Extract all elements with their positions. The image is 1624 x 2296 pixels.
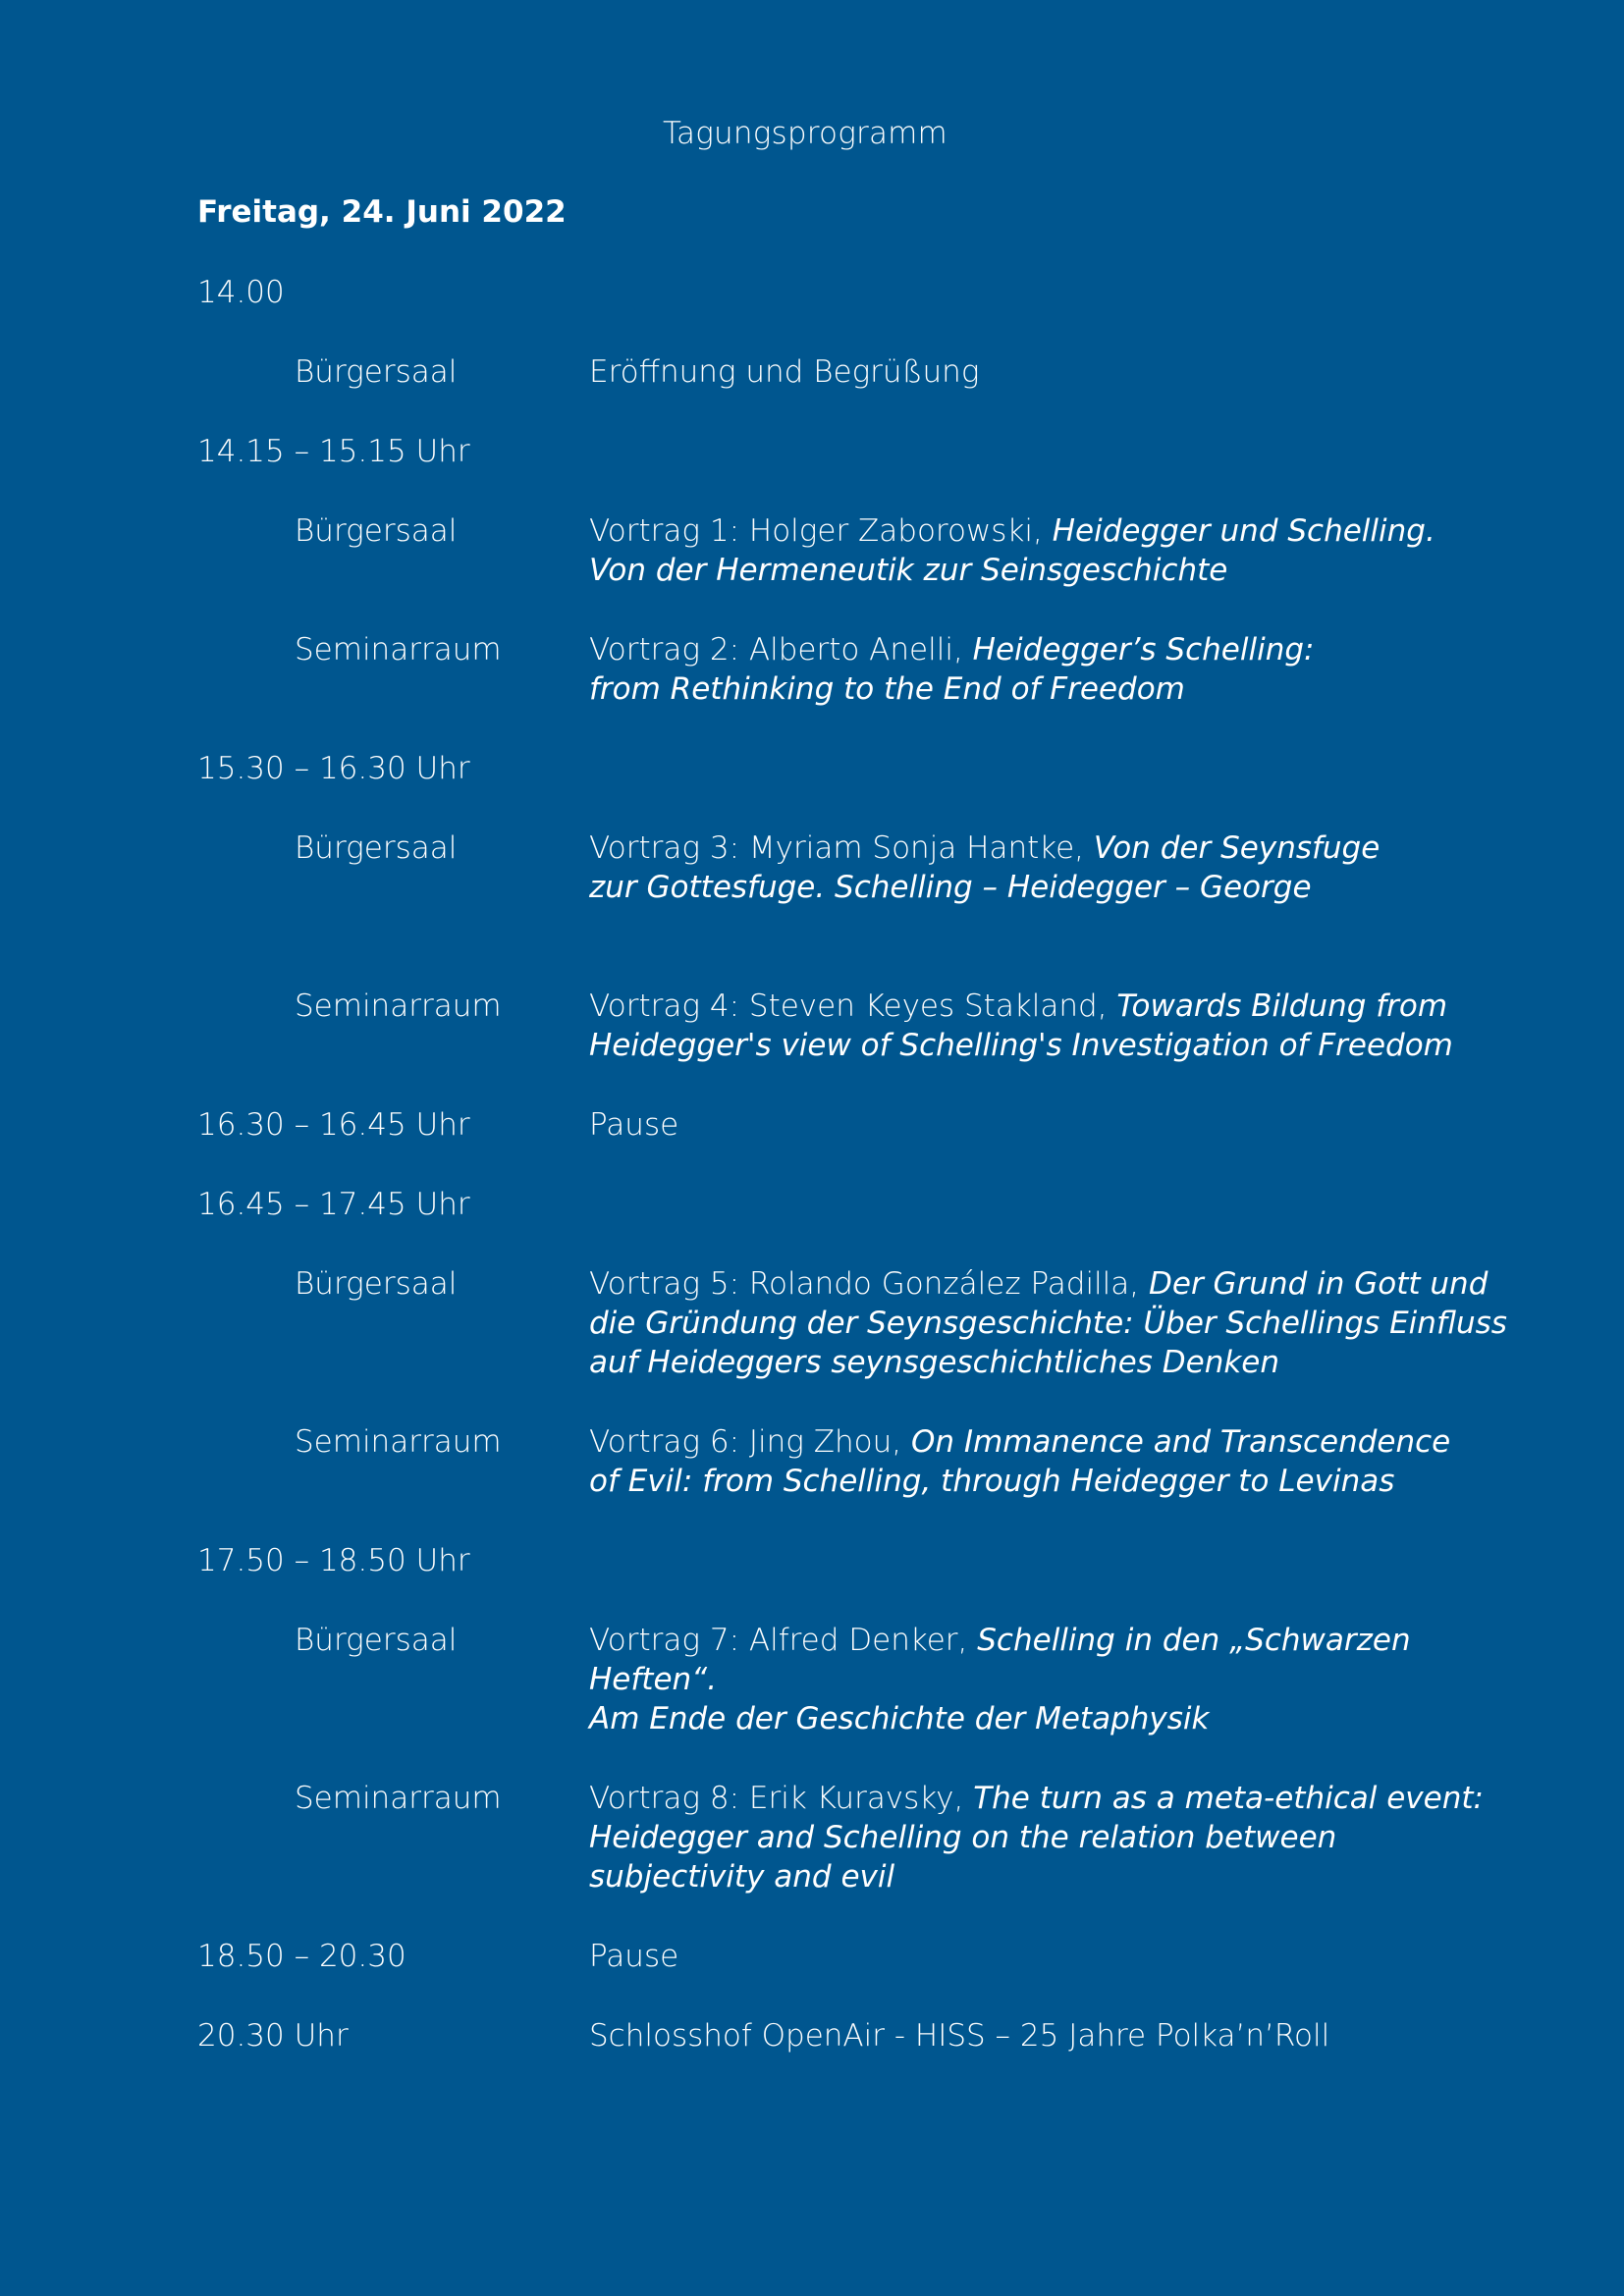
time-slot: 20.30 Uhr <box>197 2018 349 2054</box>
time-slot-row <box>197 432 1533 471</box>
session-row <box>197 987 1533 1065</box>
day-heading: Freitag, 24. Juni 2022 <box>197 194 567 230</box>
talk-title: The turn as a meta-ethical event: Heidegger and Schelling on the relation between subjectivity and evil <box>589 1781 1484 1895</box>
session-row <box>197 1621 1533 1738</box>
time-slot: 14.15 – 15.15 Uhr <box>197 434 470 469</box>
time-slot: 14.00 <box>197 275 285 310</box>
time-slot-entry: Pause <box>589 1939 679 1974</box>
talk-title: On Immanence and Transcendence of Evil: from Schelling, through Heidegger to Levinas <box>589 1424 1451 1499</box>
room-label: Bürgersaal <box>295 354 458 390</box>
session-row <box>197 1779 1533 1896</box>
time-slot: 17.50 – 18.50 Uhr <box>197 1543 470 1578</box>
talk-title: Heidegger’s Schelling: from Rethinking to the End of Freedom <box>589 632 1315 707</box>
talk-title: Towards Bildung from Heidegger's view of Schelling's Investigation of Freedom <box>589 988 1453 1063</box>
session-speaker: Vortrag 3: Myriam Sonja Hantke, <box>589 830 1094 866</box>
session-row <box>197 352 1533 392</box>
time-slot: 16.30 – 16.45 Uhr <box>197 1107 470 1143</box>
room-label: Bürgersaal <box>295 1623 458 1658</box>
session-row <box>197 1422 1533 1501</box>
session-entry <box>589 511 1532 590</box>
room-label: Bürgersaal <box>295 830 458 866</box>
time-slot-row <box>197 749 1533 788</box>
session-entry <box>589 1621 1532 1738</box>
session-speaker: Vortrag 2: Alberto Anelli, <box>589 632 973 667</box>
room-label: Seminarraum <box>295 1424 502 1460</box>
session-row <box>197 511 1533 590</box>
room-label: Seminarraum <box>295 1781 502 1816</box>
session-entry <box>589 1264 1532 1382</box>
session-speaker: Vortrag 4: Steven Keyes Stakland, <box>589 988 1117 1024</box>
time-slot: 16.45 – 17.45 Uhr <box>197 1187 470 1222</box>
session-speaker: Vortrag 7: Alfred Denker, <box>589 1623 978 1658</box>
session-row <box>197 828 1533 907</box>
session-row <box>197 1264 1533 1382</box>
session-entry <box>589 828 1532 907</box>
time-slot-row <box>197 1185 1533 1224</box>
session-speaker: Vortrag 1: Holger Zaborowski, <box>589 513 1053 549</box>
page-title: Tagungsprogramm <box>663 116 947 151</box>
room-label: Seminarraum <box>295 632 502 667</box>
program-list <box>197 273 1533 2096</box>
session-speaker: Vortrag 5: Rolando González Padilla, <box>589 1266 1149 1302</box>
session-entry <box>589 1422 1532 1501</box>
talk-title: Von der Seynsfuge zur Gottesfuge. Schelling – Heidegger – George <box>589 830 1380 905</box>
time-slot-row <box>197 1541 1533 1580</box>
talk-title: Der Grund in Gott und die Gründung der Seynsgeschichte: Über Schellings Einfluss auf Heideggers seynsgeschichtliches Denken <box>589 1266 1507 1380</box>
time-slot-row <box>197 273 1533 312</box>
room-label: Bürgersaal <box>295 1266 458 1302</box>
time-slot-row <box>197 1937 1533 1976</box>
session-speaker: Eröffnung und Begrüßung <box>589 354 980 390</box>
session-speaker: Vortrag 8: Erik Kuravsky, <box>589 1781 974 1816</box>
room-label: Seminarraum <box>295 988 502 1024</box>
session-speaker: Vortrag 6: Jing Zhou, <box>589 1424 911 1460</box>
talk-title: Heidegger und Schelling. Von der Hermeneutik zur Seinsgeschichte <box>589 513 1435 588</box>
session-entry <box>589 1779 1532 1896</box>
session-entry <box>589 352 1532 392</box>
time-slot: 18.50 – 20.30 <box>197 1939 406 1974</box>
time-slot-entry: Pause <box>589 1107 679 1143</box>
room-label: Bürgersaal <box>295 513 458 549</box>
session-row <box>197 630 1533 709</box>
talk-title: Schelling in den „Schwarzen Heften“. Am Ende der Geschichte der Metaphysik <box>589 1623 1411 1736</box>
time-slot: 15.30 – 16.30 Uhr <box>197 751 470 786</box>
session-entry <box>589 987 1532 1065</box>
time-slot-entry: Schlosshof OpenAir - HISS – 25 Jahre Polka’n’Roll <box>589 2018 1330 2054</box>
time-slot-row <box>197 2016 1533 2056</box>
time-slot-row <box>197 1105 1533 1145</box>
session-entry <box>589 630 1532 709</box>
